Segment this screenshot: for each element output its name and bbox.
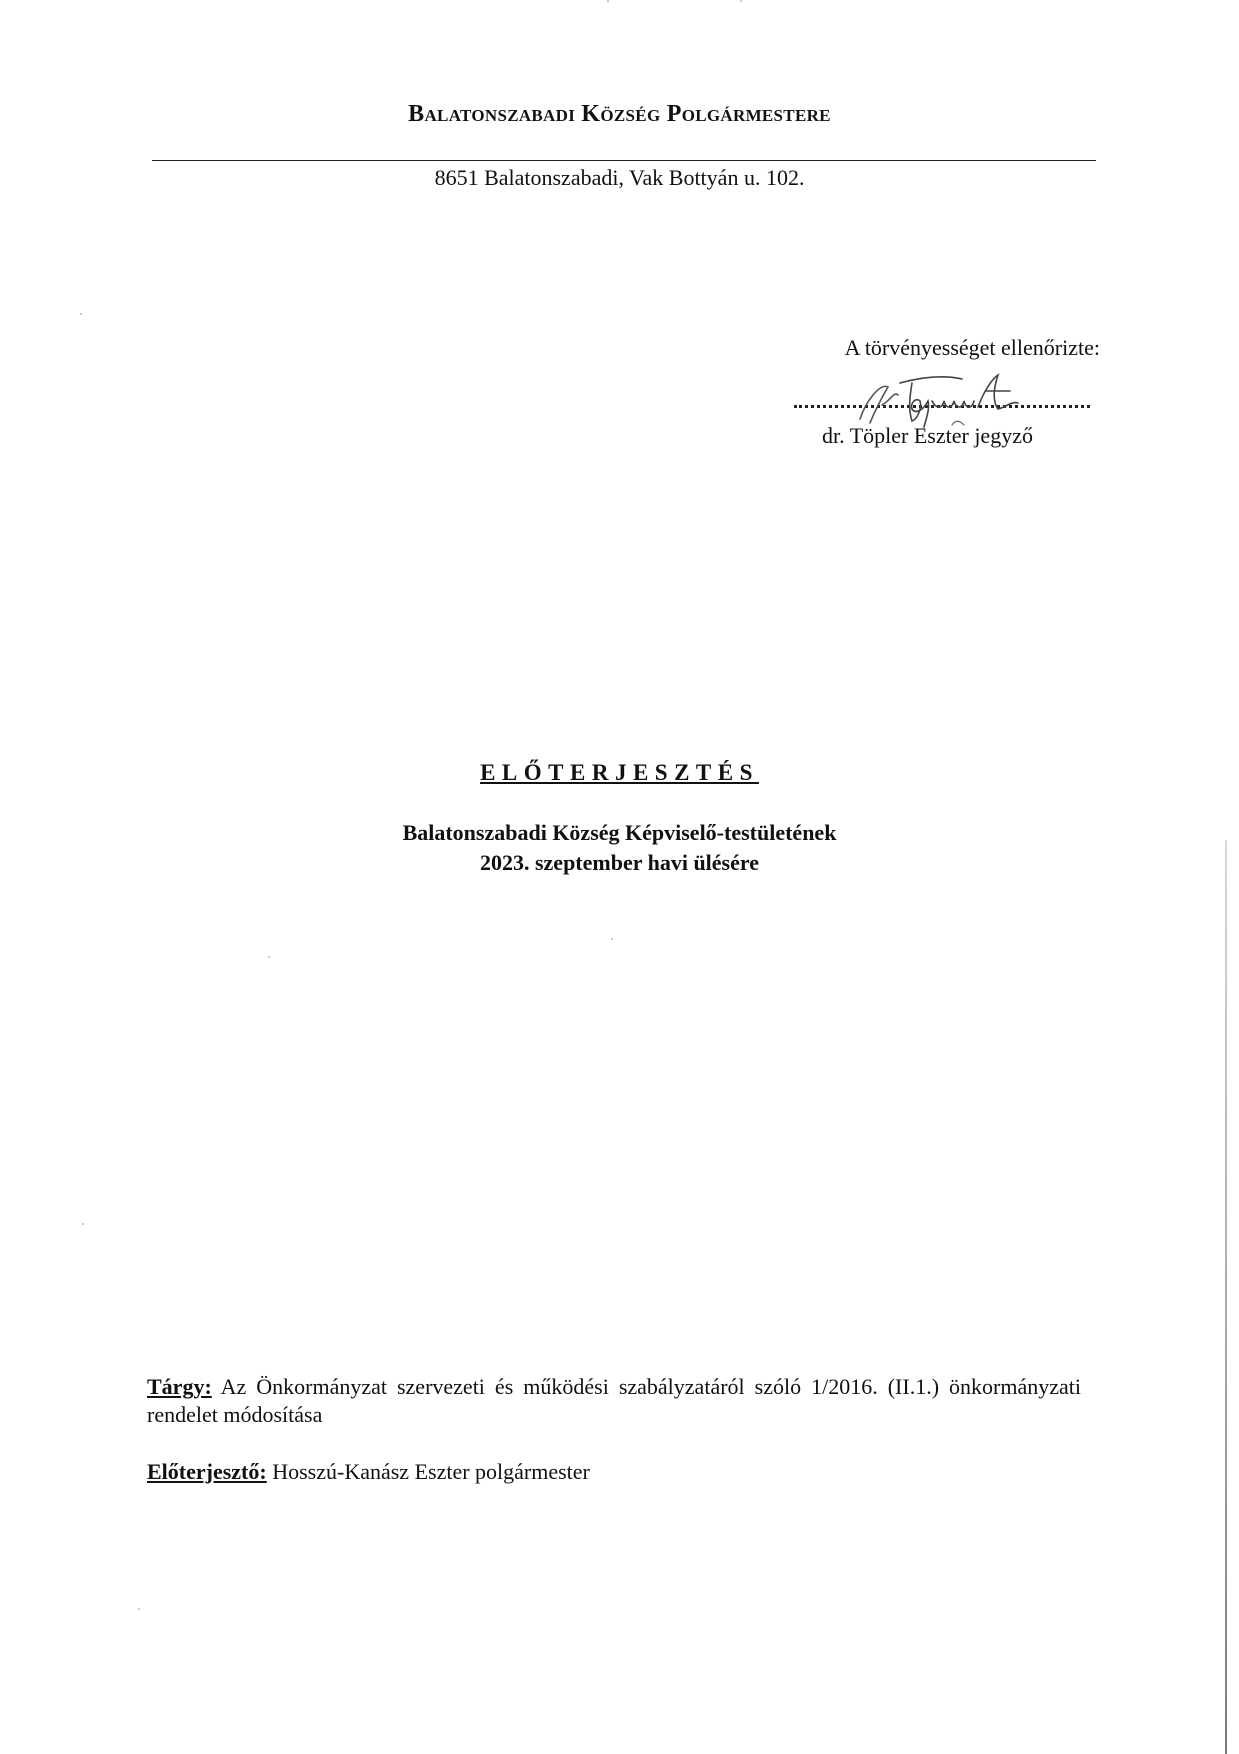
scan-speck (611, 938, 613, 940)
subtitle-line-1: Balatonszabadi Község Képviselő-testületének (402, 820, 837, 845)
issuer-title: Balatonszabadi Község Polgármestere (408, 101, 831, 127)
legality-check-label: A törvényességet ellenőrizte: (844, 335, 1100, 360)
subject-paragraph (147, 1373, 1081, 1429)
handwritten-signature-icon (852, 361, 1032, 431)
scan-speck (268, 956, 270, 958)
scan-speck (80, 313, 82, 315)
presenter-name: Hosszú-Kanász Eszter polgármester (272, 1459, 590, 1484)
signatory-name: dr. Töpler Eszter jegyző (822, 423, 1033, 448)
scan-speck (82, 1223, 84, 1225)
issuer-address: 8651 Balatonszabadi, Vak Bottyán u. 102. (434, 165, 805, 190)
subtitle-line-2: 2023. szeptember havi ülésére (479, 850, 760, 875)
header-divider (152, 160, 1096, 161)
subject-label: Tárgy: (147, 1374, 212, 1399)
scan-speck (740, 0, 742, 2)
presenter-label: Előterjesztő: (147, 1459, 267, 1484)
presenter-line (147, 1459, 590, 1485)
scan-speck (138, 1608, 140, 1610)
scan-edge-shadow (1225, 840, 1227, 1754)
scan-speck (607, 0, 609, 2)
document-title (0, 760, 1239, 786)
document-subtitle (0, 818, 1239, 878)
subject-text: Az Önkormányzat szervezeti és működési szabályzatáról szóló 1/2016. (II.1.) önkormányzati rendelet módosítása (147, 1374, 1081, 1427)
document-title-text: ELŐTERJESZTÉS (480, 760, 759, 785)
